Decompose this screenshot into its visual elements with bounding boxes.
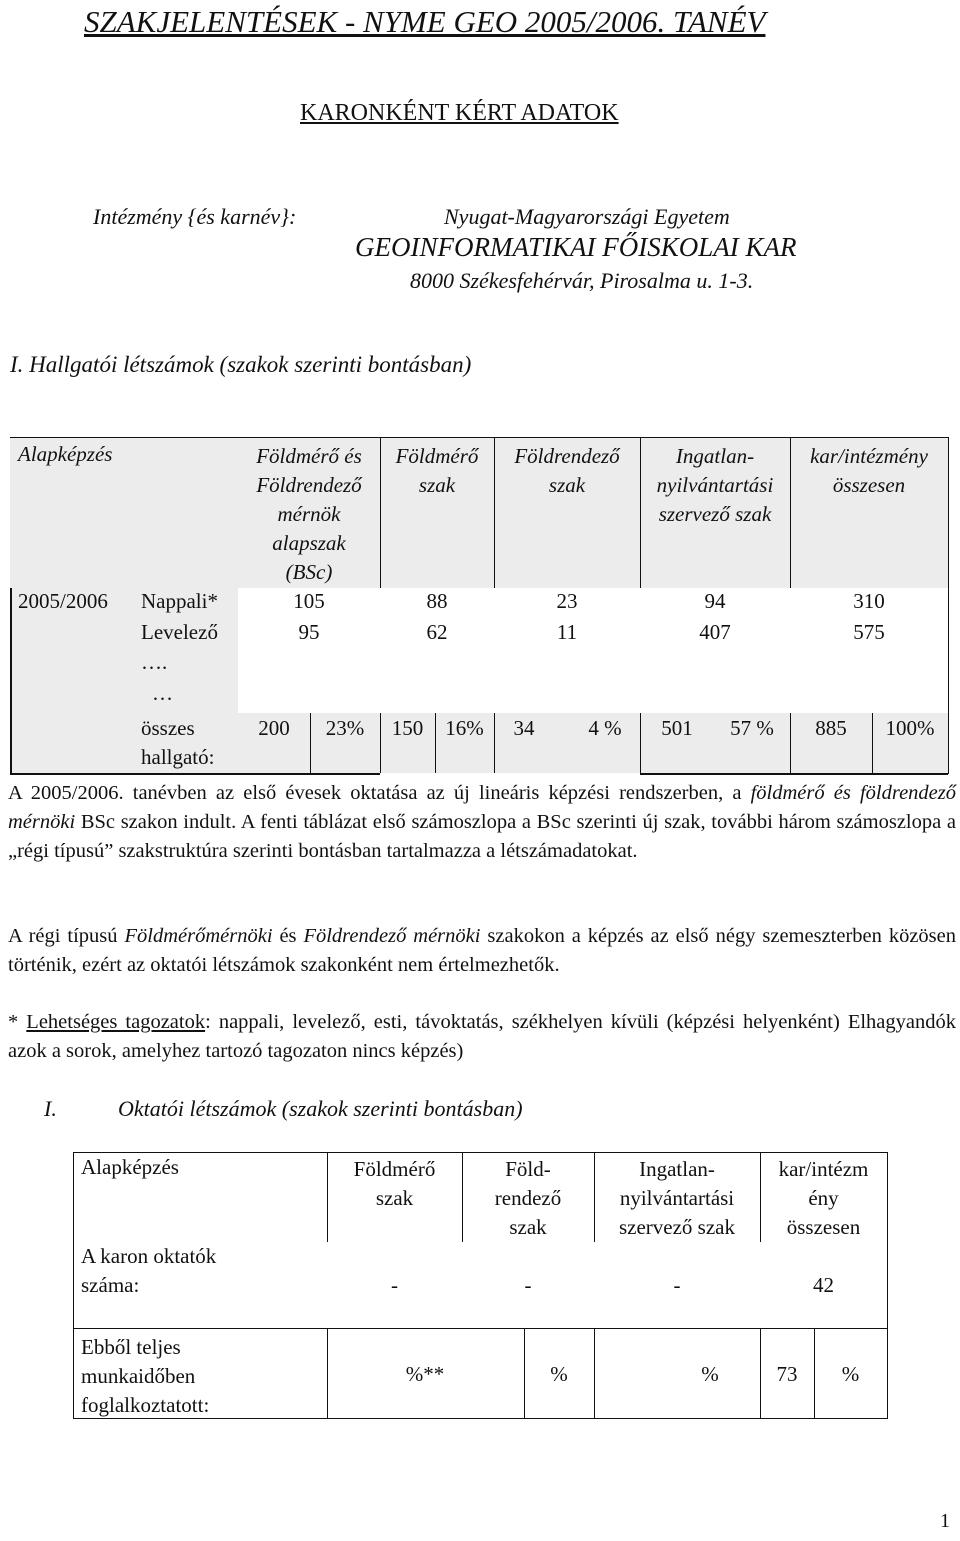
table1-total-cell: 200 <box>258 716 290 740</box>
table2-cell: % <box>701 1362 719 1386</box>
footnote: * Lehetséges tagozatok: nappali, levelező, esti, távoktatás, székhelyen kívüli (képzési helyenként) Elhagyandók azok a sorok, amelyhez tartozó tagozaton nincs képzés) <box>8 1011 956 1062</box>
table1-row-label-ellipsis: …. <box>141 650 168 674</box>
table1-header-bsc: Földmérő és Földrendező mérnök alapszak (BSc) <box>256 444 362 584</box>
table1-total-cell: 150 <box>391 716 424 740</box>
table1-total-cell: 34 <box>513 716 535 740</box>
table1-corner-label: Alapképzés <box>18 442 113 466</box>
table1-cell: 23 <box>556 589 578 613</box>
institution-label: Intézmény {és karnév}: <box>93 204 297 229</box>
document-subtitle: KARONKÉNT KÉRT ADATOK <box>300 100 619 126</box>
table2-cell: %** <box>405 1362 445 1386</box>
table1-total-cell: 23% <box>325 716 365 740</box>
table2-row1-label2: száma: <box>81 1273 140 1297</box>
table2-header-ingatlan: Ingatlan- nyilvántartási szervező szak <box>618 1157 735 1239</box>
table2-row2-label: Ebből teljes munkaidőben foglalkoztatott: <box>81 1335 210 1417</box>
table2-cell: % <box>550 1362 568 1386</box>
table1-cell: 310 <box>853 589 885 613</box>
table1-header-ingatlan: Ingatlan- nyilvántartási szervező szak <box>656 444 774 526</box>
table1-cell: 88 <box>426 589 448 613</box>
table1-total-label: összes <box>141 716 195 740</box>
table1-total-cell: 57 % <box>730 716 774 740</box>
paragraph-bsc-intro: A 2005/2006. tanévben az első évesek oktatása az új lineáris képzési rendszerben, a földmérő és földrendező mérnöki BSc szakon indult. A fenti táblázat első számoszlopa a BSc szerinti új szak, további három számoszlopa a „régi típusú” szakstruktúra szerinti bontásban tartalmazza a létszámadatokat. <box>8 782 956 862</box>
table1-header-foldrendezo: Földrendező szak <box>514 444 620 497</box>
table1-row-label-levelezo: Levelező <box>141 620 218 644</box>
table2-header-foldrendezo: Föld- rendező szak <box>494 1157 562 1239</box>
table2-corner-label: Alapképzés <box>81 1155 179 1179</box>
table2-cell: % <box>841 1362 860 1386</box>
institution-address: 8000 Székesfehérvár, Pirosalma u. 1-3. <box>410 268 754 293</box>
table1-cell: 62 <box>426 620 448 644</box>
institution-faculty: GEOINFORMATIKAI FŐISKOLAI KAR <box>355 232 797 262</box>
paragraph-old-structure: A régi típusú Földmérőmérnöki és Földrendező mérnöki szakokon a képzés az első négy szemeszterben közösen történik, ezért az oktatói létszámok szakonként nem értelmezhetők. <box>8 925 957 976</box>
table2-cell: - <box>673 1273 681 1297</box>
table1-cell: 575 <box>853 620 885 644</box>
table1-cell: 11 <box>556 620 578 644</box>
table2-header-total: kar/intézm ény összesen <box>778 1157 869 1239</box>
table1-cell: 407 <box>699 620 731 644</box>
table1-cell: 95 <box>298 620 320 644</box>
table2-cell: - <box>524 1273 532 1297</box>
table2-row1-label: A karon oktatók <box>81 1244 217 1268</box>
section2-title: Oktatói létszámok (szakok szerinti bontásban) <box>118 1096 523 1121</box>
table1-row-label-nappali: Nappali* <box>141 589 218 613</box>
table2-cell: 42 <box>813 1273 834 1297</box>
table1-header-total: kar/intézmény összesen <box>810 444 928 497</box>
table1-total-cell: 4 % <box>588 716 622 740</box>
table1-cell: 94 <box>704 589 726 613</box>
table1-total-label2: hallgató: <box>141 745 215 769</box>
section2-number: I. <box>44 1096 57 1121</box>
table1-header-foldmero: Földmérő szak <box>395 444 479 497</box>
document-title: SZAKJELENTÉSEK - NYME GEO 2005/2006. TANÉV <box>84 4 766 39</box>
table2-cell: - <box>391 1273 398 1297</box>
table1-total-cell: 501 <box>661 716 693 740</box>
section1-title: I. Hallgatói létszámok (szakok szerinti bontásban) <box>10 352 472 377</box>
table2-header-foldmero: Földmérő szak <box>353 1157 436 1210</box>
table1-total-cell: 16% <box>445 716 484 740</box>
table1-cell: 105 <box>293 589 325 613</box>
institution-university: Nyugat-Magyarországi Egyetem <box>444 204 730 229</box>
table2-cell: 73 <box>776 1362 798 1386</box>
table1-total-cell: 100% <box>885 716 935 740</box>
table1-year: 2005/2006 <box>18 589 108 613</box>
table1-row-label-ellipsis2: … <box>152 681 173 705</box>
page-number: 1 <box>940 1510 950 1532</box>
table1-total-cell: 885 <box>815 716 847 740</box>
